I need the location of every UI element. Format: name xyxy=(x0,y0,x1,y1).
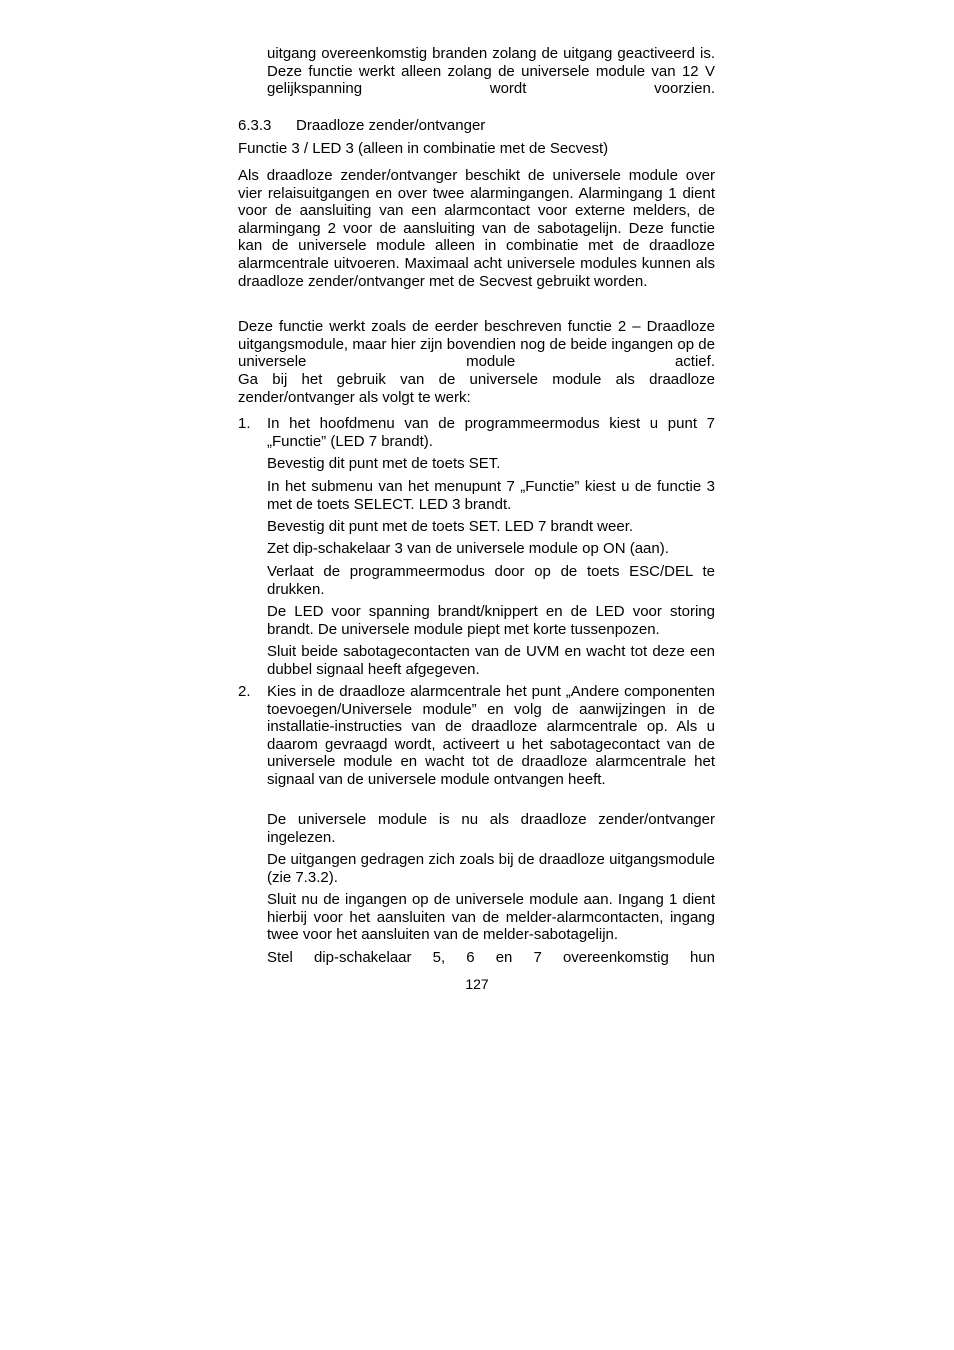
step-2-para-3: De uitgangen gedragen zich zoals bij de draadloze uitgangsmodule (zie 7.3.2). xyxy=(267,851,715,886)
step-2-number: 2. xyxy=(238,683,251,700)
step-1-number: 1. xyxy=(238,415,251,432)
step-1-para-8: Sluit beide sabotagecontacten van de UVM en wacht tot deze een dubbel signaal heeft afgegeven. xyxy=(267,643,715,678)
function-line: Functie 3 / LED 3 (alleen in combinatie met de Secvest) xyxy=(238,140,609,157)
paragraph-2a: Deze functie werkt zoals de eerder beschreven functie 2 – Draadloze uitgangsmodule, maar hier zijn bovendien nog de beide ingangen op de universele module actief. xyxy=(238,318,715,371)
paragraph-2b: Ga bij het gebruik van de universele module als draadloze zender/ontvanger als volgt te werk: xyxy=(238,371,715,406)
top-paragraph: uitgang overeenkomstig branden zolang de uitgang geactiveerd is. Deze functie werkt alleen zolang de universele module van 12 V gelijkspanning wordt voorzien. xyxy=(267,45,715,98)
step-2-para-4: Sluit nu de ingangen op de universele module aan. Ingang 1 dient hierbij voor het aansluiten van de melder-alarmcontacten, ingang twee voor het aansluiten van de melder-sabotagelijn. xyxy=(267,891,715,944)
step-1-para-6: Verlaat de programmeermodus door op de toets ESC/DEL te drukken. xyxy=(267,563,715,598)
step-2-para-1: Kies in de draadloze alarmcentrale het punt „Andere componenten toevoegen/Universele module” en volg de aanwijzingen in de installatie-instructies van de draadloze alarmcentrale op. Als u daarom gevraagd wordt, activeert u het sabotagecontact van de universele module en wacht tot de draadloze alarmcentrale het signaal van de universele module ontvangen heeft. xyxy=(267,683,715,788)
section-title: Draadloze zender/ontvanger xyxy=(296,117,486,134)
step-1-para-5: Zet dip-schakelaar 3 van de universele module op ON (aan). xyxy=(267,540,669,557)
step-1-para-1: In het hoofdmenu van de programmeermodus kiest u punt 7 „Functie” (LED 7 brandt). xyxy=(267,415,715,450)
step-2-para-2: De universele module is nu als draadloze zender/ontvanger ingelezen. xyxy=(267,811,715,846)
page-number: 127 xyxy=(465,976,489,992)
step-2-para-5: Stel dip-schakelaar 5, 6 en 7 overeenkomstig hun xyxy=(267,949,715,966)
section-number: 6.3.3 xyxy=(238,117,272,134)
step-1-para-7: De LED voor spanning brandt/knippert en de LED voor storing brandt. De universele module piept met korte tussenpozen. xyxy=(267,603,715,638)
step-1-para-3: In het submenu van het menupunt 7 „Functie” kiest u de functie 3 met de toets SELECT. LED 3 brandt. xyxy=(267,478,715,513)
step-1-para-4: Bevestig dit punt met de toets SET. LED 7 brandt weer. xyxy=(267,518,634,535)
step-1-para-2: Bevestig dit punt met de toets SET. xyxy=(267,455,501,472)
paragraph-1: Als draadloze zender/ontvanger beschikt de universele module over vier relaisuitgangen en over twee alarmingangen. Alarmingang 1 dient voor de aansluiting van een alarmcontact voor externe melders, de alarmingang 2 voor de aansluiting van de sabotagelijn. Deze functie kan de universele module alleen in combinatie met de draadloze alarmcentrale uitvoeren. Maximaal acht universele modules kunnen als draadloze zender/ontvanger met de Secvest gebruikt worden. xyxy=(238,167,715,290)
